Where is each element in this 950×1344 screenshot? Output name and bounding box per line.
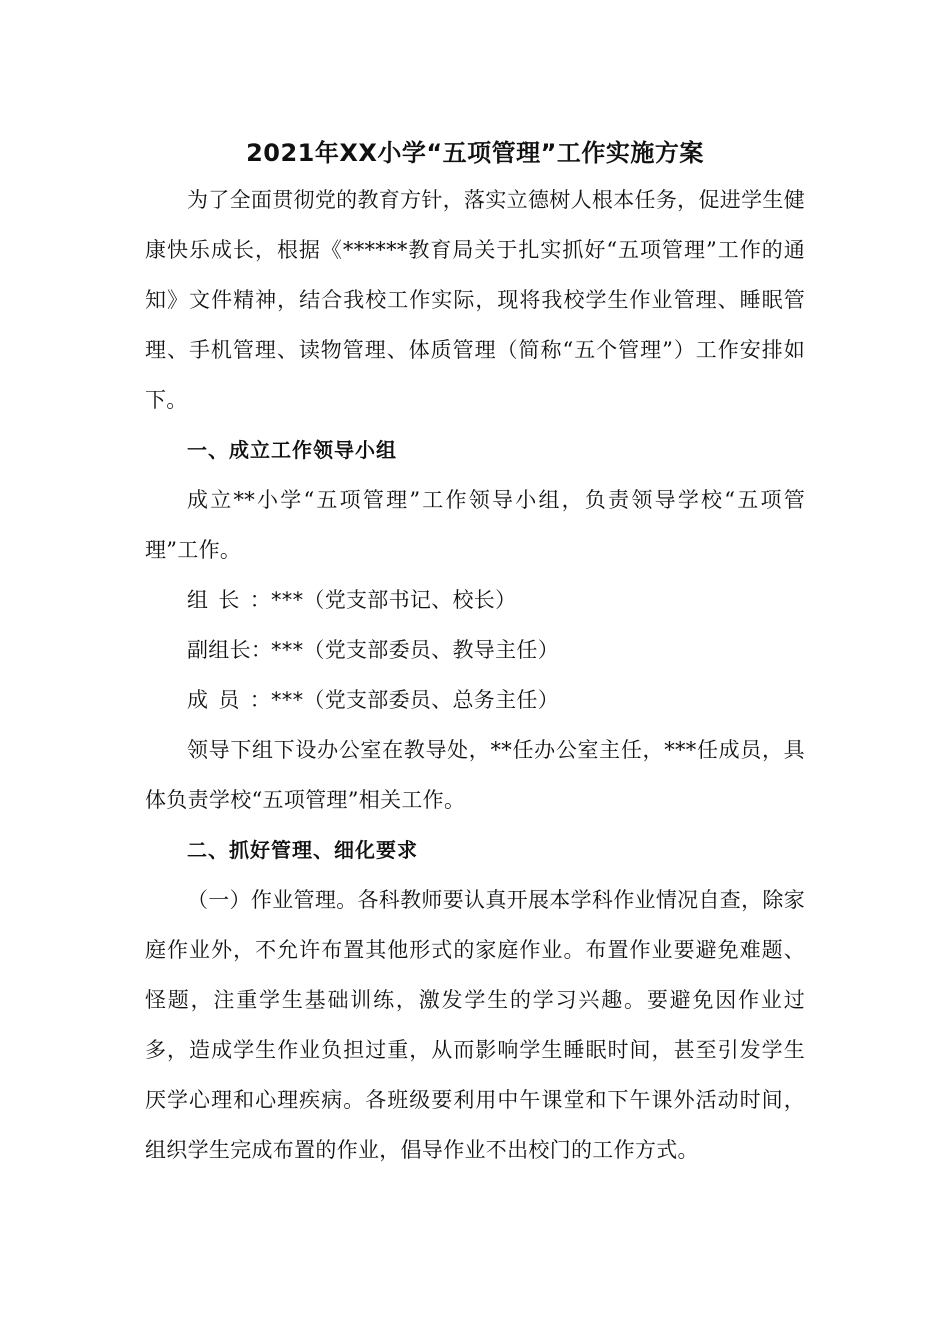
- section-2-heading: 二、抓好管理、细化要求: [187, 838, 418, 862]
- member-row-member: [145, 675, 805, 725]
- member-detail: （党支部委员、总务主任）: [303, 688, 560, 712]
- member-detail: （党支部书记、校长）: [303, 588, 517, 612]
- section-1-office-paragraph: 领导下组下设办公室在教导处，**任办公室主任，***任成员，具体负责学校“五项管理”相关工作。: [145, 738, 805, 812]
- member-name: ***: [271, 588, 304, 612]
- intro-paragraph: 为了全面贯彻党的教育方针，落实立德树人根本任务，促进学生健康快乐成长，根据《******教育局关于扎实抓好“五项管理”工作的通知》文件精神，结合我校工作实际，现将我校学生作业管理、睡眠管理、手机管理、读物管理、体质管理（简称“五个管理”）工作安排如下。: [145, 188, 805, 412]
- document-body: [145, 175, 805, 1175]
- member-role: 组长：: [187, 588, 271, 612]
- member-role: 副组长：: [187, 638, 273, 662]
- member-role: 成员：: [187, 688, 271, 712]
- member-row-deputy: [145, 625, 805, 675]
- member-row-leader: [145, 575, 805, 625]
- section-2-homework-paragraph: （一）作业管理。各科教师要认真开展本学科作业情况自查，除家庭作业外，不允许布置其他形式的家庭作业。布置作业要避免难题、怪题，注重学生基础训练，激发学生的学习兴趣。要避免因作业过多，造成学生作业负担过重，从而影响学生睡眠时间，甚至引发学生厌学心理和心理疾病。各班级要利用中午课堂和下午课外活动时间，组织学生完成布置的作业，倡导作业不出校门的工作方式。: [145, 888, 805, 1162]
- member-name: ***: [271, 638, 304, 662]
- section-1-heading: 一、成立工作领导小组: [187, 438, 397, 462]
- section-1-paragraph: 成立**小学“五项管理”工作领导小组，负责领导学校“五项管理”工作。: [145, 488, 805, 562]
- member-name: ***: [271, 688, 304, 712]
- document-title: 2021年XX小学“五项管理”工作实施方案: [246, 139, 704, 167]
- member-detail: （党支部委员、教导主任）: [303, 638, 560, 662]
